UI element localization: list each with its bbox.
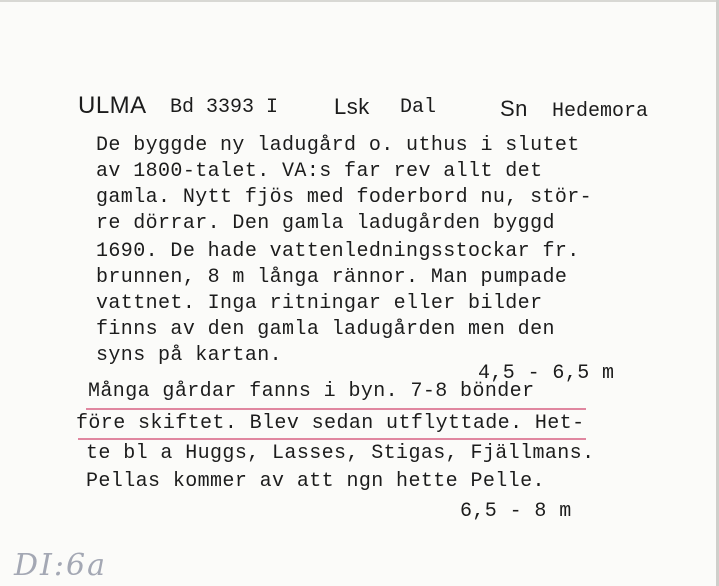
- sn-value: Hedemora: [552, 100, 649, 123]
- handwritten-pencil-note: DI:6a: [14, 548, 107, 583]
- text-line: vattnet. Inga ritningar eller bilder: [96, 292, 543, 315]
- lsk-value: Dal: [400, 96, 437, 119]
- text-line: te bl a Huggs, Lasses, Stigas, Fjällmans.: [86, 442, 595, 465]
- pink-underline-2: [78, 438, 586, 440]
- text-line: syns på kartan.: [96, 344, 283, 367]
- text-line: brunnen, 8 m långa rännor. Man pumpade: [96, 266, 568, 289]
- measurement-1: 4,5 - 6,5 m: [478, 362, 615, 385]
- text-line: finns av den gamla ladugården men den: [96, 318, 555, 341]
- text-line: av 1800-talet. VA:s far rev allt det: [96, 160, 543, 183]
- pink-underline-1: [86, 408, 586, 410]
- card-header: [78, 92, 678, 122]
- text-line: gamla. Nytt fjös med foderbord nu, stör-: [96, 186, 593, 209]
- text-line: före skiftet. Blev sedan utflyttade. Het-: [76, 412, 585, 435]
- text-line: Pellas kommer av att ngn hette Pelle.: [86, 470, 545, 493]
- lsk-label: Lsk: [334, 94, 370, 119]
- place-name: ULMA: [78, 92, 147, 119]
- sn-label: Sn: [500, 96, 528, 121]
- card-top-edge: [0, 0, 719, 2]
- measurement-2: 6,5 - 8 m: [460, 500, 572, 523]
- text-line: De byggde ny ladugård o. uthus i slutet: [96, 134, 580, 157]
- text-line: 1690. De hade vattenledningsstockar fr.: [96, 240, 580, 263]
- text-line: re dörrar. Den gamla ladugården byggd: [96, 212, 555, 235]
- text-line: Många gårdar fanns i byn. 7-8 bönder: [88, 380, 535, 403]
- reference-number: Bd 3393 I: [170, 96, 279, 119]
